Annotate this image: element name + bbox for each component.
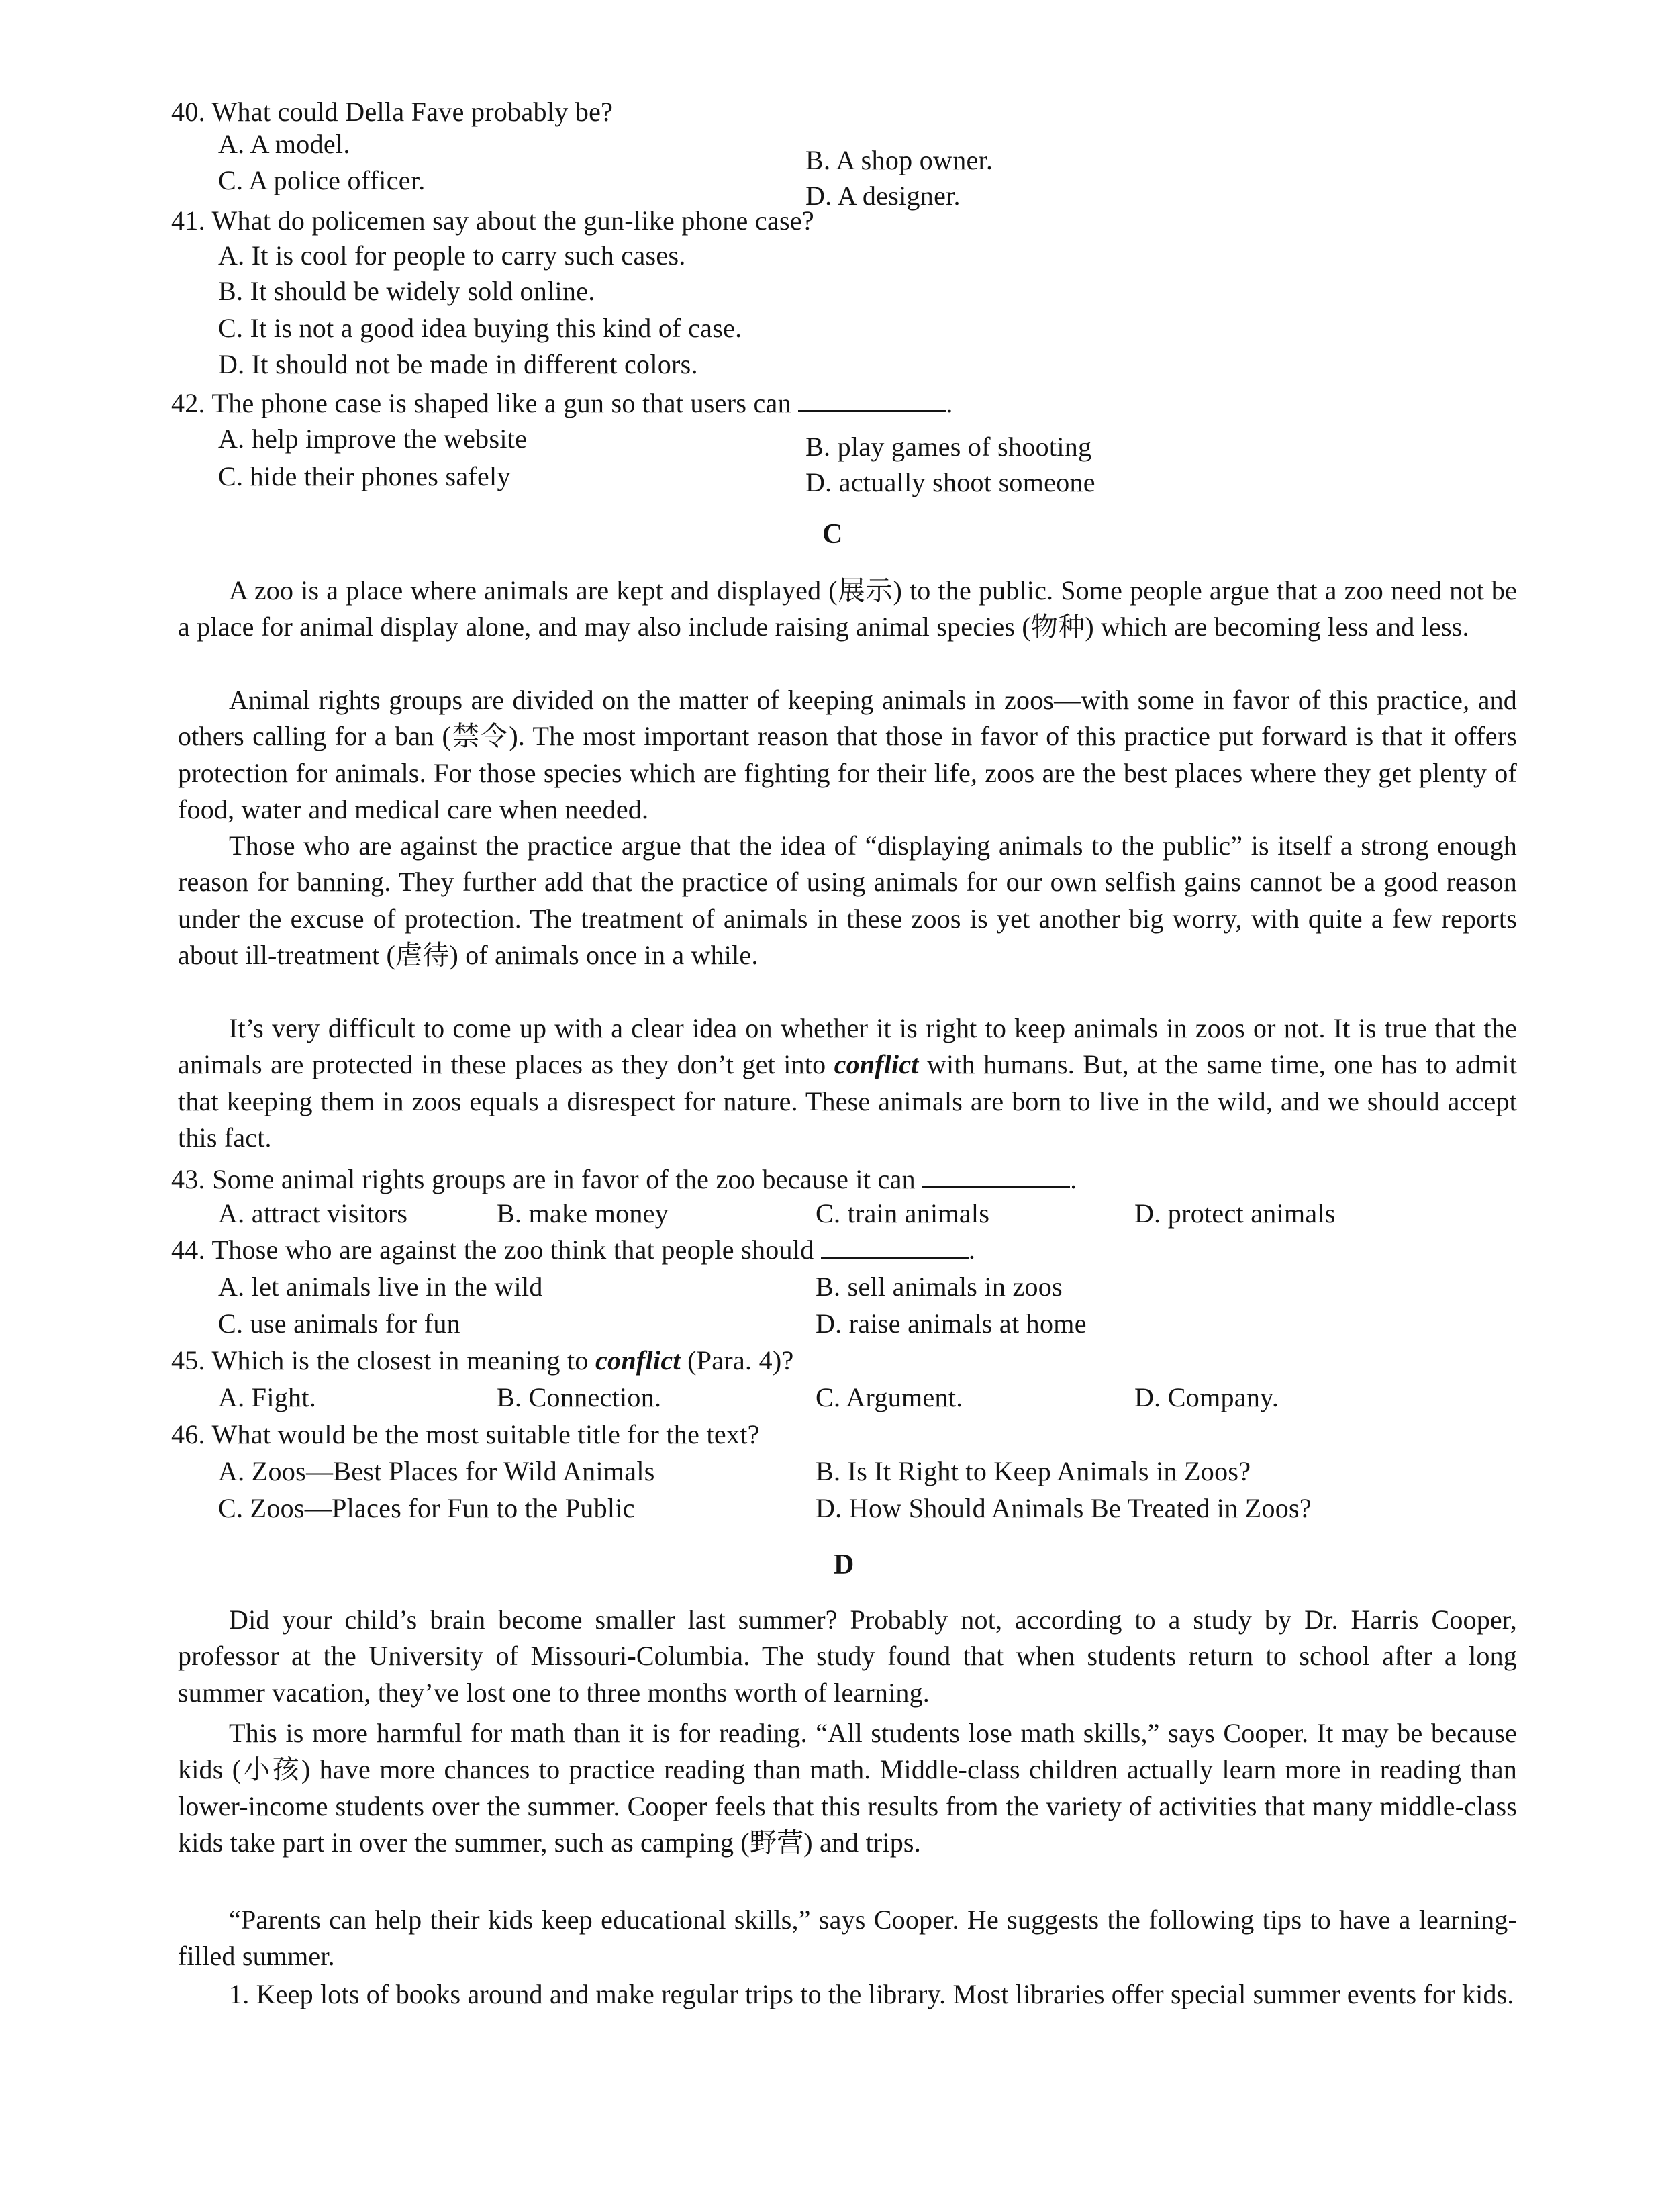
q45-conflict-term: conflict [595,1345,681,1376]
q44-option-b: B. sell animals in zoos [816,1271,1063,1302]
section-c-paragraph-3: Those who are against the practice argue that the idea of “displaying animals to the public” is itself a strong enough reason for banning. They further add that the practice of using animals for our own selfish gains cannot be a good reason under the excuse of protection. The treatment of animals in these zoos is yet another big worry, with quite a few reports about ill-treatment (虐待) of animals once in a while. [178,830,1517,970]
q43-option-b: B. make money [497,1198,669,1229]
q40-option-d: D. A designer. [805,181,961,211]
q44-option-d: D. raise animals at home [816,1308,1087,1339]
q43-option-c: C. train animals [816,1198,990,1229]
paragraph-4-text-after: with humans. But, at the same time, one has to admit that keeping them in zoos equals a disrespect for nature. These animals are born to live in the wild, and we should accept this fact. [178,1049,1517,1153]
q46-option-d: D. How Should Animals Be Treated in Zoos? [816,1493,1312,1523]
q43-line [171,1162,1077,1197]
q45-stem-before: 45. Which is the closest in meaning to [171,1345,595,1376]
q43-blank [922,1163,1070,1188]
q43-option-d: D. protect animals [1134,1198,1336,1229]
q45-option-d: D. Company. [1134,1382,1279,1412]
section-c-heading: C [822,519,843,550]
q44-option-c: C. use animals for fun [218,1308,460,1339]
q46-option-b: B. Is It Right to Keep Animals in Zoos? [816,1456,1251,1486]
q42-option-a: A. help improve the website [218,424,528,454]
q45-stem-after: (Para. 4)? [680,1345,794,1376]
q44-period: . [968,1235,976,1265]
q40-option-a: A. A model. [218,129,350,159]
q41-option-c: C. It is not a good idea buying this kind of case. [218,313,742,343]
paragraph-4-text-before: It’s very difficult to come up with a clear idea on whether it is right to keep animals in zoos or not. It is true that the animals are protected in these places as they don’t get into [178,1013,1517,1080]
section-c-paragraph-4 [178,1010,1517,1156]
q42-line [171,386,953,421]
conflict-term: conflict [834,1049,919,1080]
q46-option-a: A. Zoos—Best Places for Wild Animals [218,1456,655,1486]
q43-period: . [1070,1164,1077,1194]
q44-option-a: A. let animals live in the wild [218,1271,543,1302]
section-d-paragraph-3: “Parents can help their kids keep educational skills,” says Cooper. He suggests the following tips to have a learning-filled summer. [178,1905,1517,1972]
section-d-heading: D [834,1549,854,1580]
q41-stem: 41. What do policemen say about the gun-like phone case? [171,205,814,236]
q44-blank [821,1234,969,1259]
q42-option-c: C. hide their phones safely [218,461,511,491]
q46-option-c: C. Zoos—Places for Fun to the Public [218,1493,635,1523]
section-d-paragraph-1: Did your child’s brain become smaller last summer? Probably not, according to a study by Dr. Harris Cooper, professor at the University of Missouri-Columbia. The study found that when students return to school after a long summer vacation, they’ve lost one to three months worth of learning. [178,1604,1517,1708]
q44-line [171,1233,975,1267]
q45-option-b: B. Connection. [497,1382,662,1412]
section-c-paragraph-2: Animal rights groups are divided on the matter of keeping animals in zoos—with some in favor of this practice, and others calling for a ban (禁令). The most important reason that those in favor of this practice put forward is that it offers protection for animals. For those species which are fighting for their life, zoos are the best places where they get plenty of food, water and medical care when needed. [178,685,1517,824]
q40-option-b: B. A shop owner. [805,145,993,175]
q42-blank [798,387,946,412]
q45-option-a: A. Fight. [218,1382,317,1412]
q40-option-c: C. A police officer. [218,165,426,195]
q45-option-c: C. Argument. [816,1382,963,1412]
section-d-paragraph-2: This is more harmful for math than it is for reading. “All students lose math skills,” says Cooper. It may be because kids (小孩) have more chances to practice reading than math. Middle-class children actually learn more in reading than lower-income students over the summer. Cooper feels that this results from the variety of activities that many middle-class kids take part in over the summer, such as camping (野营) and trips. [178,1718,1517,1858]
q42-stem: 42. The phone case is shaped like a gun so that users can [171,388,791,418]
q41-option-a: A. It is cool for people to carry such cases. [218,240,686,271]
q42-period: . [946,388,953,418]
q45-line [171,1343,794,1378]
q41-option-b: B. It should be widely sold online. [218,276,595,306]
q46-stem: 46. What would be the most suitable title for the text? [171,1419,760,1449]
q43-option-a: A. attract visitors [218,1198,408,1229]
section-d-paragraph-4: 1. Keep lots of books around and make regular trips to the library. Most libraries offer special summer events for kids. [229,1979,1514,2009]
section-c-paragraph-1: A zoo is a place where animals are kept and displayed (展示) to the public. Some people argue that a zoo need not be a place for animal display alone, and may also include raising animal species (物种) which are becoming less and less. [178,575,1517,642]
q44-stem: 44. Those who are against the zoo think that people should [171,1235,814,1265]
q42-option-b: B. play games of shooting [805,432,1092,462]
q40-stem: 40. What could Della Fave probably be? [171,97,614,127]
q43-stem: 43. Some animal rights groups are in favor of the zoo because it can [171,1164,916,1194]
q42-option-d: D. actually shoot someone [805,467,1095,497]
q41-option-d: D. It should not be made in different colors. [218,349,698,379]
